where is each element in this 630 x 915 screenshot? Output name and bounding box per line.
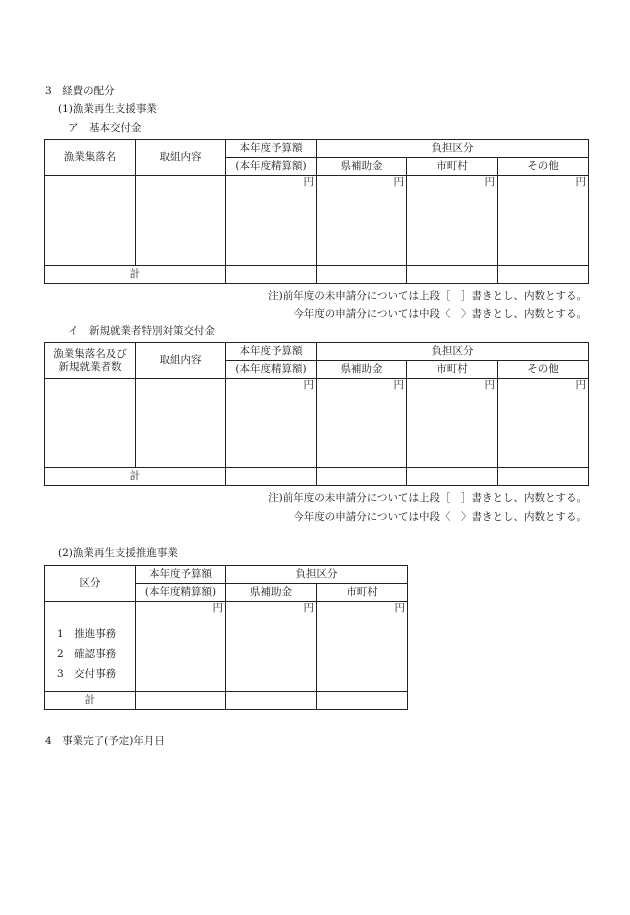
- header-budget-settled: (本年度精算額): [226, 158, 317, 176]
- header-budget-settled: (本年度精算額): [136, 584, 226, 602]
- header-municipality: 市町村: [407, 158, 498, 176]
- total-other-cell[interactable]: [498, 468, 589, 486]
- header-municipality: 市町村: [407, 361, 498, 379]
- header-burden: 負担区分: [226, 566, 408, 584]
- header-category: 区分: [45, 566, 136, 602]
- budget-cell[interactable]: 円: [226, 176, 317, 266]
- header-municipality: 市町村: [317, 584, 408, 602]
- town-cell[interactable]: 円: [407, 379, 498, 468]
- header-burden: 負担区分: [317, 140, 589, 158]
- activity-cell[interactable]: [136, 176, 226, 266]
- total-label: 計: [45, 266, 226, 284]
- header-fishing-village: 漁業集落名: [45, 140, 136, 176]
- header-pref-subsidy: 県補助金: [226, 584, 317, 602]
- promotion-table: [44, 565, 408, 710]
- total-budget-cell[interactable]: [226, 266, 317, 284]
- total-pref-cell[interactable]: [317, 266, 407, 284]
- note-prior-year: 注)前年度の未申請分については上段［ ］書きとし、内数とする。: [268, 290, 587, 302]
- pref-cell[interactable]: 円: [226, 602, 317, 692]
- header-pref-subsidy: 県補助金: [317, 158, 407, 176]
- item-delivery: 3 交付事務: [57, 668, 117, 680]
- budget-cell[interactable]: 円: [136, 602, 226, 692]
- note-current-year: 今年度の申請分については中段〈 〉書きとし、内数とする。: [293, 308, 587, 320]
- header-other: その他: [498, 361, 589, 379]
- header-budget: 本年度予算額: [226, 343, 317, 361]
- other-cell[interactable]: 円: [498, 176, 589, 266]
- total-pref-cell[interactable]: [226, 692, 317, 710]
- header-budget-settled: (本年度精算額): [226, 361, 317, 379]
- item-promotion: 1 推進事務: [57, 628, 117, 640]
- header-village-line2: 新規就業者数: [58, 360, 122, 373]
- pref-cell[interactable]: 円: [317, 176, 407, 266]
- total-town-cell[interactable]: [317, 692, 408, 710]
- total-budget-cell[interactable]: [226, 468, 317, 486]
- total-budget-cell[interactable]: [136, 692, 226, 710]
- header-budget: 本年度予算額: [136, 566, 226, 584]
- budget-cell[interactable]: 円: [226, 379, 317, 468]
- total-other-cell[interactable]: [498, 266, 589, 284]
- other-cell[interactable]: 円: [498, 379, 589, 468]
- header-pref-subsidy: 県補助金: [317, 361, 407, 379]
- village-cell[interactable]: [45, 176, 136, 266]
- section-3-title: 3 経費の配分: [45, 85, 115, 97]
- header-village-line1: 漁業集落名及び: [53, 347, 127, 360]
- basic-grant-table: [44, 139, 589, 284]
- header-budget: 本年度予算額: [226, 140, 317, 158]
- total-town-cell[interactable]: [407, 266, 498, 284]
- section-4-title: 4 事業完了(予定)年月日: [45, 735, 165, 747]
- new-worker-grant-table: [44, 342, 589, 486]
- town-cell[interactable]: 円: [407, 176, 498, 266]
- header-burden: 負担区分: [317, 343, 589, 361]
- part-2-title: (2)漁業再生支援推進事業: [58, 547, 178, 559]
- activity-cell[interactable]: [136, 379, 226, 468]
- total-label: 計: [45, 692, 136, 710]
- item-confirmation: 2 確認事務: [57, 648, 117, 660]
- pref-cell[interactable]: 円: [317, 379, 407, 468]
- total-label: 計: [45, 468, 226, 486]
- header-activity: 取組内容: [136, 140, 226, 176]
- village-cell[interactable]: [45, 379, 136, 468]
- note-current-year: 今年度の申請分については中段〈 〉書きとし、内数とする。: [293, 511, 587, 523]
- header-activity: 取組内容: [136, 343, 226, 379]
- part-1-title: (1)漁業再生支援事業: [58, 103, 157, 115]
- part-1i-title: イ 新規就業者特別対策交付金: [68, 325, 215, 337]
- total-pref-cell[interactable]: [317, 468, 407, 486]
- header-village-and-workers: [45, 343, 136, 379]
- part-1a-title: ア 基本交付金: [68, 122, 142, 134]
- total-town-cell[interactable]: [407, 468, 498, 486]
- header-other: その他: [498, 158, 589, 176]
- category-list-cell: [45, 602, 136, 692]
- note-prior-year: 注)前年度の未申請分については上段［ ］書きとし、内数とする。: [268, 492, 587, 504]
- town-cell[interactable]: 円: [317, 602, 408, 692]
